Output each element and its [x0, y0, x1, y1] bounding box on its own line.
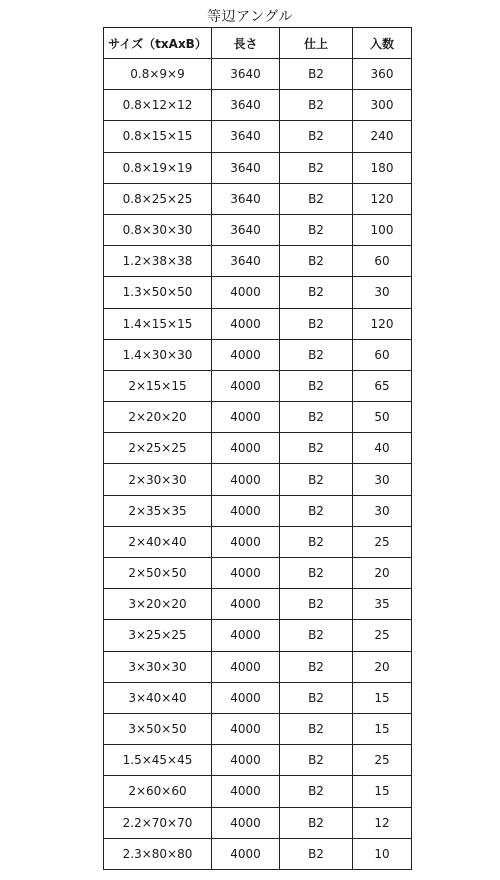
table-row — [104, 776, 412, 807]
cell-quantity: 30 — [353, 464, 412, 495]
cell-quantity: 30 — [353, 495, 412, 526]
table-row — [104, 589, 412, 620]
cell-size: 2×60×60 — [104, 776, 212, 807]
header-quantity: 入数 — [353, 28, 412, 59]
cell-finish: B2 — [280, 277, 353, 308]
cell-finish: B2 — [280, 464, 353, 495]
cell-size: 0.8×19×19 — [104, 152, 212, 183]
cell-finish: B2 — [280, 152, 353, 183]
cell-size: 1.3×50×50 — [104, 277, 212, 308]
cell-length: 4000 — [212, 370, 280, 401]
cell-finish: B2 — [280, 90, 353, 121]
cell-length: 3640 — [212, 152, 280, 183]
table-row — [104, 246, 412, 277]
cell-length: 4000 — [212, 402, 280, 433]
cell-size: 3×50×50 — [104, 713, 212, 744]
cell-length: 3640 — [212, 214, 280, 245]
cell-size: 0.8×25×25 — [104, 183, 212, 214]
cell-finish: B2 — [280, 682, 353, 713]
table-row — [104, 433, 412, 464]
cell-length: 4000 — [212, 713, 280, 744]
cell-size: 0.8×15×15 — [104, 121, 212, 152]
cell-length: 4000 — [212, 745, 280, 776]
cell-finish: B2 — [280, 589, 353, 620]
table-row — [104, 651, 412, 682]
cell-size: 0.8×30×30 — [104, 214, 212, 245]
page-title: 等辺アングル — [207, 9, 293, 25]
cell-length: 4000 — [212, 526, 280, 557]
cell-size: 2×30×30 — [104, 464, 212, 495]
cell-length: 4000 — [212, 682, 280, 713]
cell-size: 2.2×70×70 — [104, 807, 212, 838]
cell-quantity: 50 — [353, 402, 412, 433]
cell-quantity: 180 — [353, 152, 412, 183]
table-body — [104, 59, 412, 870]
header-length: 長さ — [212, 28, 280, 59]
cell-finish: B2 — [280, 713, 353, 744]
cell-size: 2×15×15 — [104, 370, 212, 401]
cell-length: 3640 — [212, 183, 280, 214]
cell-length: 4000 — [212, 495, 280, 526]
cell-quantity: 240 — [353, 121, 412, 152]
spec-table — [103, 27, 412, 870]
cell-size: 2×50×50 — [104, 558, 212, 589]
cell-finish: B2 — [280, 495, 353, 526]
header-size: サイズ（txAxB） — [104, 28, 212, 59]
table-row — [104, 838, 412, 869]
cell-quantity: 20 — [353, 558, 412, 589]
cell-length: 4000 — [212, 277, 280, 308]
cell-finish: B2 — [280, 807, 353, 838]
cell-finish: B2 — [280, 308, 353, 339]
cell-length: 4000 — [212, 589, 280, 620]
cell-finish: B2 — [280, 838, 353, 869]
cell-finish: B2 — [280, 526, 353, 557]
cell-finish: B2 — [280, 121, 353, 152]
table-row — [104, 745, 412, 776]
cell-finish: B2 — [280, 558, 353, 589]
cell-size: 2×20×20 — [104, 402, 212, 433]
cell-size: 3×25×25 — [104, 620, 212, 651]
cell-length: 3640 — [212, 59, 280, 90]
cell-quantity: 12 — [353, 807, 412, 838]
cell-finish: B2 — [280, 59, 353, 90]
cell-length: 4000 — [212, 433, 280, 464]
cell-finish: B2 — [280, 370, 353, 401]
table-row — [104, 214, 412, 245]
cell-quantity: 15 — [353, 776, 412, 807]
cell-size: 0.8×9×9 — [104, 59, 212, 90]
cell-size: 2×35×35 — [104, 495, 212, 526]
table-row — [104, 495, 412, 526]
cell-quantity: 35 — [353, 589, 412, 620]
cell-length: 4000 — [212, 308, 280, 339]
cell-quantity: 10 — [353, 838, 412, 869]
cell-quantity: 360 — [353, 59, 412, 90]
cell-quantity: 300 — [353, 90, 412, 121]
cell-size: 0.8×12×12 — [104, 90, 212, 121]
cell-quantity: 15 — [353, 682, 412, 713]
cell-quantity: 25 — [353, 745, 412, 776]
cell-quantity: 60 — [353, 246, 412, 277]
cell-size: 1.5×45×45 — [104, 745, 212, 776]
cell-size: 1.4×30×30 — [104, 339, 212, 370]
cell-length: 3640 — [212, 246, 280, 277]
table-row — [104, 370, 412, 401]
table-row — [104, 339, 412, 370]
cell-finish: B2 — [280, 745, 353, 776]
cell-length: 4000 — [212, 838, 280, 869]
table-row — [104, 682, 412, 713]
table-row — [104, 152, 412, 183]
cell-length: 3640 — [212, 90, 280, 121]
cell-quantity: 120 — [353, 308, 412, 339]
cell-quantity: 120 — [353, 183, 412, 214]
cell-size: 2×25×25 — [104, 433, 212, 464]
table-row — [104, 402, 412, 433]
cell-quantity: 20 — [353, 651, 412, 682]
cell-size: 3×40×40 — [104, 682, 212, 713]
table-row — [104, 90, 412, 121]
cell-quantity: 60 — [353, 339, 412, 370]
cell-quantity: 25 — [353, 526, 412, 557]
cell-length: 4000 — [212, 339, 280, 370]
header-finish: 仕上 — [280, 28, 353, 59]
table-row — [104, 59, 412, 90]
cell-finish: B2 — [280, 339, 353, 370]
table-row — [104, 807, 412, 838]
table-row — [104, 526, 412, 557]
cell-finish: B2 — [280, 776, 353, 807]
table-row — [104, 558, 412, 589]
table-header — [104, 28, 412, 59]
cell-size: 1.2×38×38 — [104, 246, 212, 277]
cell-length: 4000 — [212, 620, 280, 651]
cell-quantity: 40 — [353, 433, 412, 464]
cell-size: 3×30×30 — [104, 651, 212, 682]
cell-length: 4000 — [212, 807, 280, 838]
table-row — [104, 308, 412, 339]
cell-finish: B2 — [280, 246, 353, 277]
cell-quantity: 100 — [353, 214, 412, 245]
cell-length: 4000 — [212, 776, 280, 807]
table-row — [104, 277, 412, 308]
table-row — [104, 620, 412, 651]
cell-quantity: 30 — [353, 277, 412, 308]
cell-quantity: 25 — [353, 620, 412, 651]
table-row — [104, 464, 412, 495]
header-row — [104, 28, 412, 59]
cell-size: 3×20×20 — [104, 589, 212, 620]
cell-size: 1.4×15×15 — [104, 308, 212, 339]
cell-finish: B2 — [280, 433, 353, 464]
cell-length: 4000 — [212, 651, 280, 682]
cell-size: 2×40×40 — [104, 526, 212, 557]
cell-length: 3640 — [212, 121, 280, 152]
cell-size: 2.3×80×80 — [104, 838, 212, 869]
cell-finish: B2 — [280, 214, 353, 245]
cell-length: 4000 — [212, 464, 280, 495]
cell-finish: B2 — [280, 183, 353, 214]
cell-finish: B2 — [280, 651, 353, 682]
table-row — [104, 183, 412, 214]
cell-finish: B2 — [280, 402, 353, 433]
cell-quantity: 65 — [353, 370, 412, 401]
cell-length: 4000 — [212, 558, 280, 589]
table-row — [104, 121, 412, 152]
cell-finish: B2 — [280, 620, 353, 651]
table-row — [104, 713, 412, 744]
cell-quantity: 15 — [353, 713, 412, 744]
